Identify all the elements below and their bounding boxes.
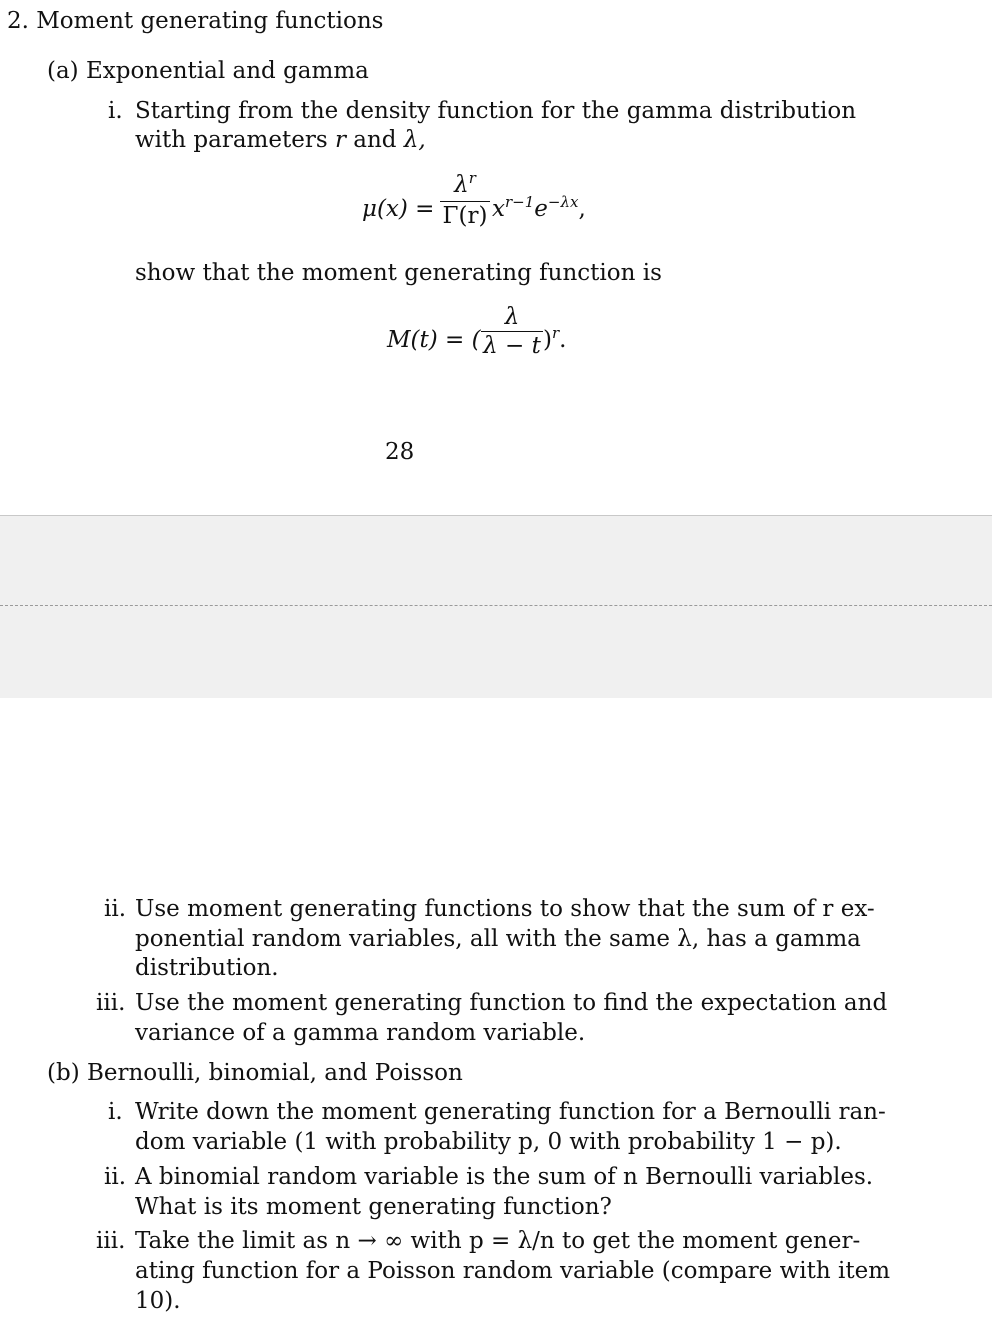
item-a-iii-line1: Use the moment generating function to find the expectation and: [135, 990, 888, 1016]
part-a-heading: (a) Exponential and gamma: [47, 58, 369, 84]
problem-title: 2. Moment generating functions: [7, 8, 384, 34]
show-mgf-line: show that the moment generating function is: [135, 260, 662, 286]
item-b-ii-line1: A binomial random variable is the sum of n Bernoulli variables.: [135, 1164, 874, 1190]
item-marker: i.: [108, 98, 123, 124]
item-b-i-line2: dom variable (1 with probability p, 0 with probability 1 − p).: [135, 1129, 842, 1155]
item-marker: ii.: [104, 1164, 127, 1190]
item-a-ii-line2: ponential random variables, all with the same λ, has a gamma: [135, 926, 861, 952]
item-b-iii-line2: ating function for a Poisson random variable (compare with item: [135, 1258, 891, 1284]
eq2-lhs: M(t) = (: [387, 327, 481, 353]
item-a-ii-line1: Use moment generating functions to show that the sum of r ex-: [135, 896, 875, 922]
item-marker: i.: [108, 1099, 123, 1125]
item-marker: ii.: [104, 896, 127, 922]
item-a-i-line2: with parameters r and λ,: [135, 127, 426, 153]
page-number: 28: [385, 439, 415, 465]
item-b-ii-line2: What is its moment generating function?: [135, 1194, 612, 1220]
item-b-i-line1: Write down the moment generating function for a Bernoulli ran-: [135, 1099, 886, 1125]
item-marker: iii.: [96, 990, 126, 1016]
item-a-iii-line2: variance of a gamma random variable.: [135, 1020, 586, 1046]
eq2-tail: )$^r$.: [543, 324, 567, 353]
item-a-i-line1: Starting from the density function for the gamma distribution: [135, 98, 857, 124]
item-a-ii-line3: distribution.: [135, 955, 279, 981]
item-marker: iii.: [96, 1228, 126, 1254]
part-b-heading: (b) Bernoulli, binomial, and Poisson: [47, 1060, 463, 1086]
page-break-dashed-line: [0, 605, 992, 606]
item-b-iii-line3: 10).: [135, 1288, 181, 1314]
eq2-fraction: λ λ − t: [481, 304, 543, 359]
eq1-fraction: $\lambda^r$ Γ(r): [440, 172, 490, 229]
page-break-band: [0, 515, 992, 698]
eq1-lhs: μ(x) =: [362, 196, 435, 222]
eq1-tail: $x^{r-1}e^{-\lambda x}$,: [492, 193, 586, 222]
item-b-iii-line1: Take the limit as n → ∞ with p = λ/n to get the moment gener-: [135, 1228, 861, 1254]
